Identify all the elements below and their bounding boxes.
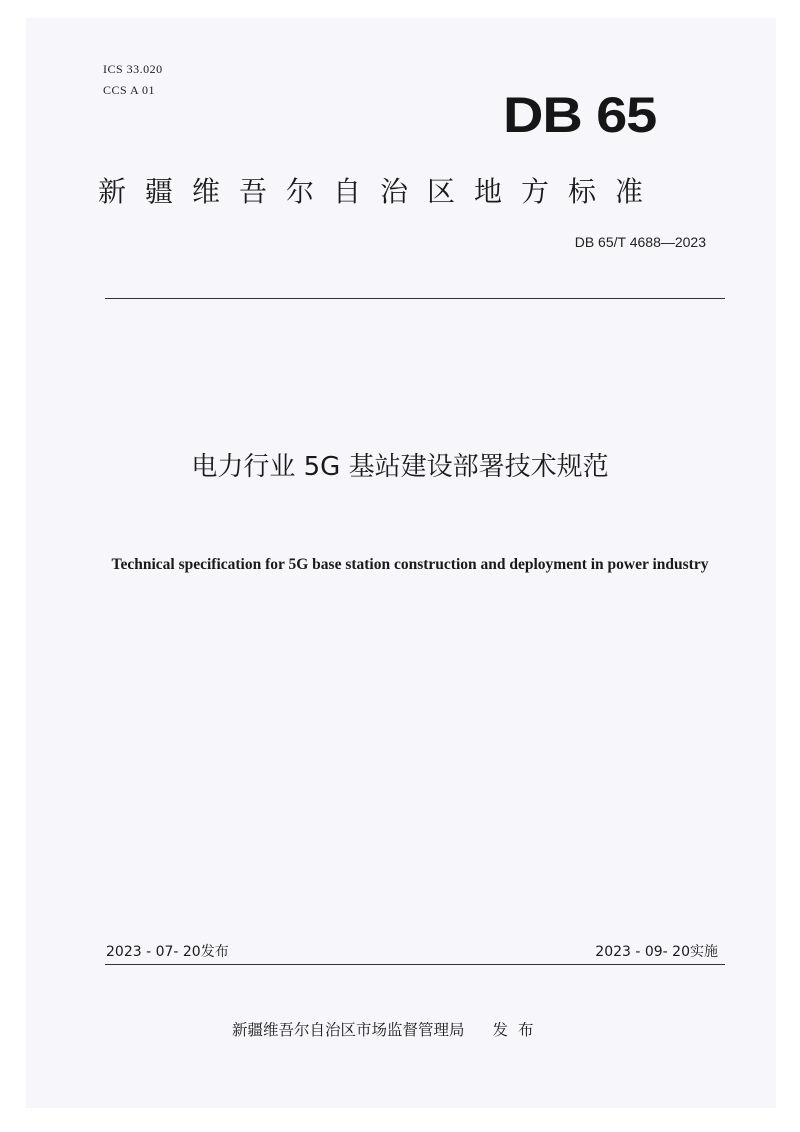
standard-type-heading: 新疆维吾尔自治区地方标准 (98, 175, 663, 208)
db65-logo: DB 65 (503, 87, 657, 143)
publish-date: 2023 - 07- 20发布 (106, 944, 229, 960)
bottom-divider (105, 964, 725, 965)
standard-number: DB 65/T 4688—2023 (574, 234, 706, 250)
title-english: Technical specification for 5G base station construction and deployment in power industry (111, 556, 709, 573)
title-chinese: 电力行业 5G 基站建设部署技术规范 (191, 452, 609, 482)
implement-date: 2023 - 09- 20实施 (595, 944, 718, 960)
issuer-line (232, 1018, 544, 1040)
ics-code: ICS 33.020 (103, 62, 163, 76)
ccs-code: CCS A 01 (103, 83, 156, 97)
issuer-action: 发布 (492, 1021, 544, 1039)
top-divider (105, 298, 725, 299)
issuer-name: 新疆维吾尔自治区市场监督管理局 (232, 1021, 465, 1039)
